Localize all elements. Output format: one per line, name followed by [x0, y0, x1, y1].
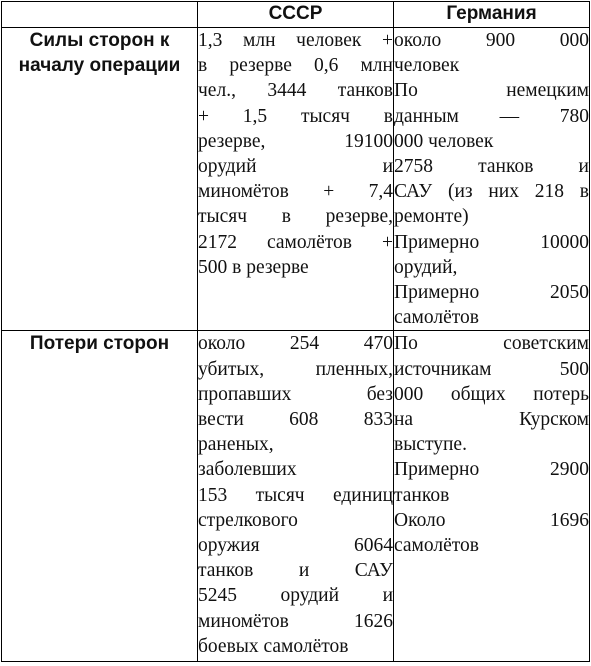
text-line: танков	[394, 484, 450, 506]
cell-germany-forces	[394, 28, 590, 331]
text-line: Примерно 2050	[394, 282, 589, 304]
text-line: 2172 самолётов +	[198, 231, 393, 253]
text-line: боевых самолётов	[198, 635, 349, 657]
paragraph	[394, 230, 589, 280]
cell-germany-losses	[394, 331, 590, 662]
text-line: Потери сторон	[29, 333, 170, 355]
text-line: чел., 3444 танков	[198, 80, 393, 102]
table-row	[2, 28, 590, 331]
text-line: 2758 танков и	[394, 156, 589, 178]
text-line: резерве, 19100	[198, 130, 393, 152]
text-line: самолётов	[394, 307, 479, 329]
text-line: источникам 500	[394, 358, 589, 380]
text-line: в резерве 0,6 млн	[198, 55, 393, 77]
paragraph	[394, 331, 589, 457]
paragraph	[394, 154, 589, 230]
text-line: 000 общих потерь	[394, 383, 589, 405]
text-line: около 254 470	[198, 333, 393, 355]
header-germany: Германия	[394, 2, 590, 28]
text-line: орудий и	[198, 156, 393, 178]
text-line: орудий,	[394, 256, 458, 278]
text-line: танков и САУ	[198, 560, 393, 582]
text-line: миномётов 1626	[198, 610, 393, 632]
text-line: ремонте)	[394, 206, 469, 228]
paragraph	[394, 457, 589, 507]
text-line: вести 608 833	[198, 409, 393, 431]
cell-ussr-losses	[198, 331, 394, 662]
text-line: 000 человек	[394, 130, 494, 152]
text-line: данным — 780	[394, 105, 589, 127]
text-line: человек	[394, 55, 460, 77]
text-line: тысяч в резерве,	[198, 206, 393, 228]
comparison-table	[1, 1, 590, 662]
text-line: выступе.	[394, 434, 467, 456]
text-line: оружия 6064	[198, 535, 393, 557]
header-ussr: СССР	[198, 2, 394, 28]
text-line: 1,3 млн человек +	[198, 30, 393, 51]
paragraph	[394, 78, 589, 154]
cell-ussr-forces	[198, 28, 394, 331]
text-line: + 1,5 тысяч в	[198, 105, 393, 127]
text-line: Силы сторон к	[29, 30, 170, 51]
text-line: По советским	[394, 333, 589, 355]
text-line: Примерно 10000	[394, 231, 589, 253]
text-line: на Курском	[394, 409, 589, 431]
row-label-losses	[2, 331, 198, 662]
text-line: убитых, пленных,	[198, 358, 393, 380]
paragraph	[394, 280, 589, 330]
table-row	[2, 331, 590, 662]
text-line: По немецким	[394, 80, 589, 102]
text-line: миномётов + 7,4	[198, 181, 393, 203]
header-empty-cell	[2, 2, 198, 28]
row-label-forces	[2, 28, 198, 331]
text-line: Около 1696	[394, 509, 589, 531]
header-row	[2, 2, 590, 28]
text-line: заболевших	[198, 459, 297, 481]
text-line: самолётов	[394, 535, 479, 557]
text-line: 5245 орудий и	[198, 585, 393, 607]
text-line: стрелкового	[198, 509, 298, 531]
paragraph	[394, 28, 589, 78]
text-line: около 900 000	[394, 30, 589, 51]
text-line: 153 тысяч единиц	[198, 484, 393, 506]
text-line: пропавших без	[198, 383, 393, 405]
paragraph	[394, 508, 589, 558]
text-line: 500 в резерве	[198, 256, 309, 278]
text-line: Примерно 2900	[394, 459, 589, 481]
text-line: САУ (из них 218 в	[394, 181, 589, 203]
text-line: началу операции	[18, 55, 181, 76]
text-line: раненых,	[198, 434, 274, 456]
